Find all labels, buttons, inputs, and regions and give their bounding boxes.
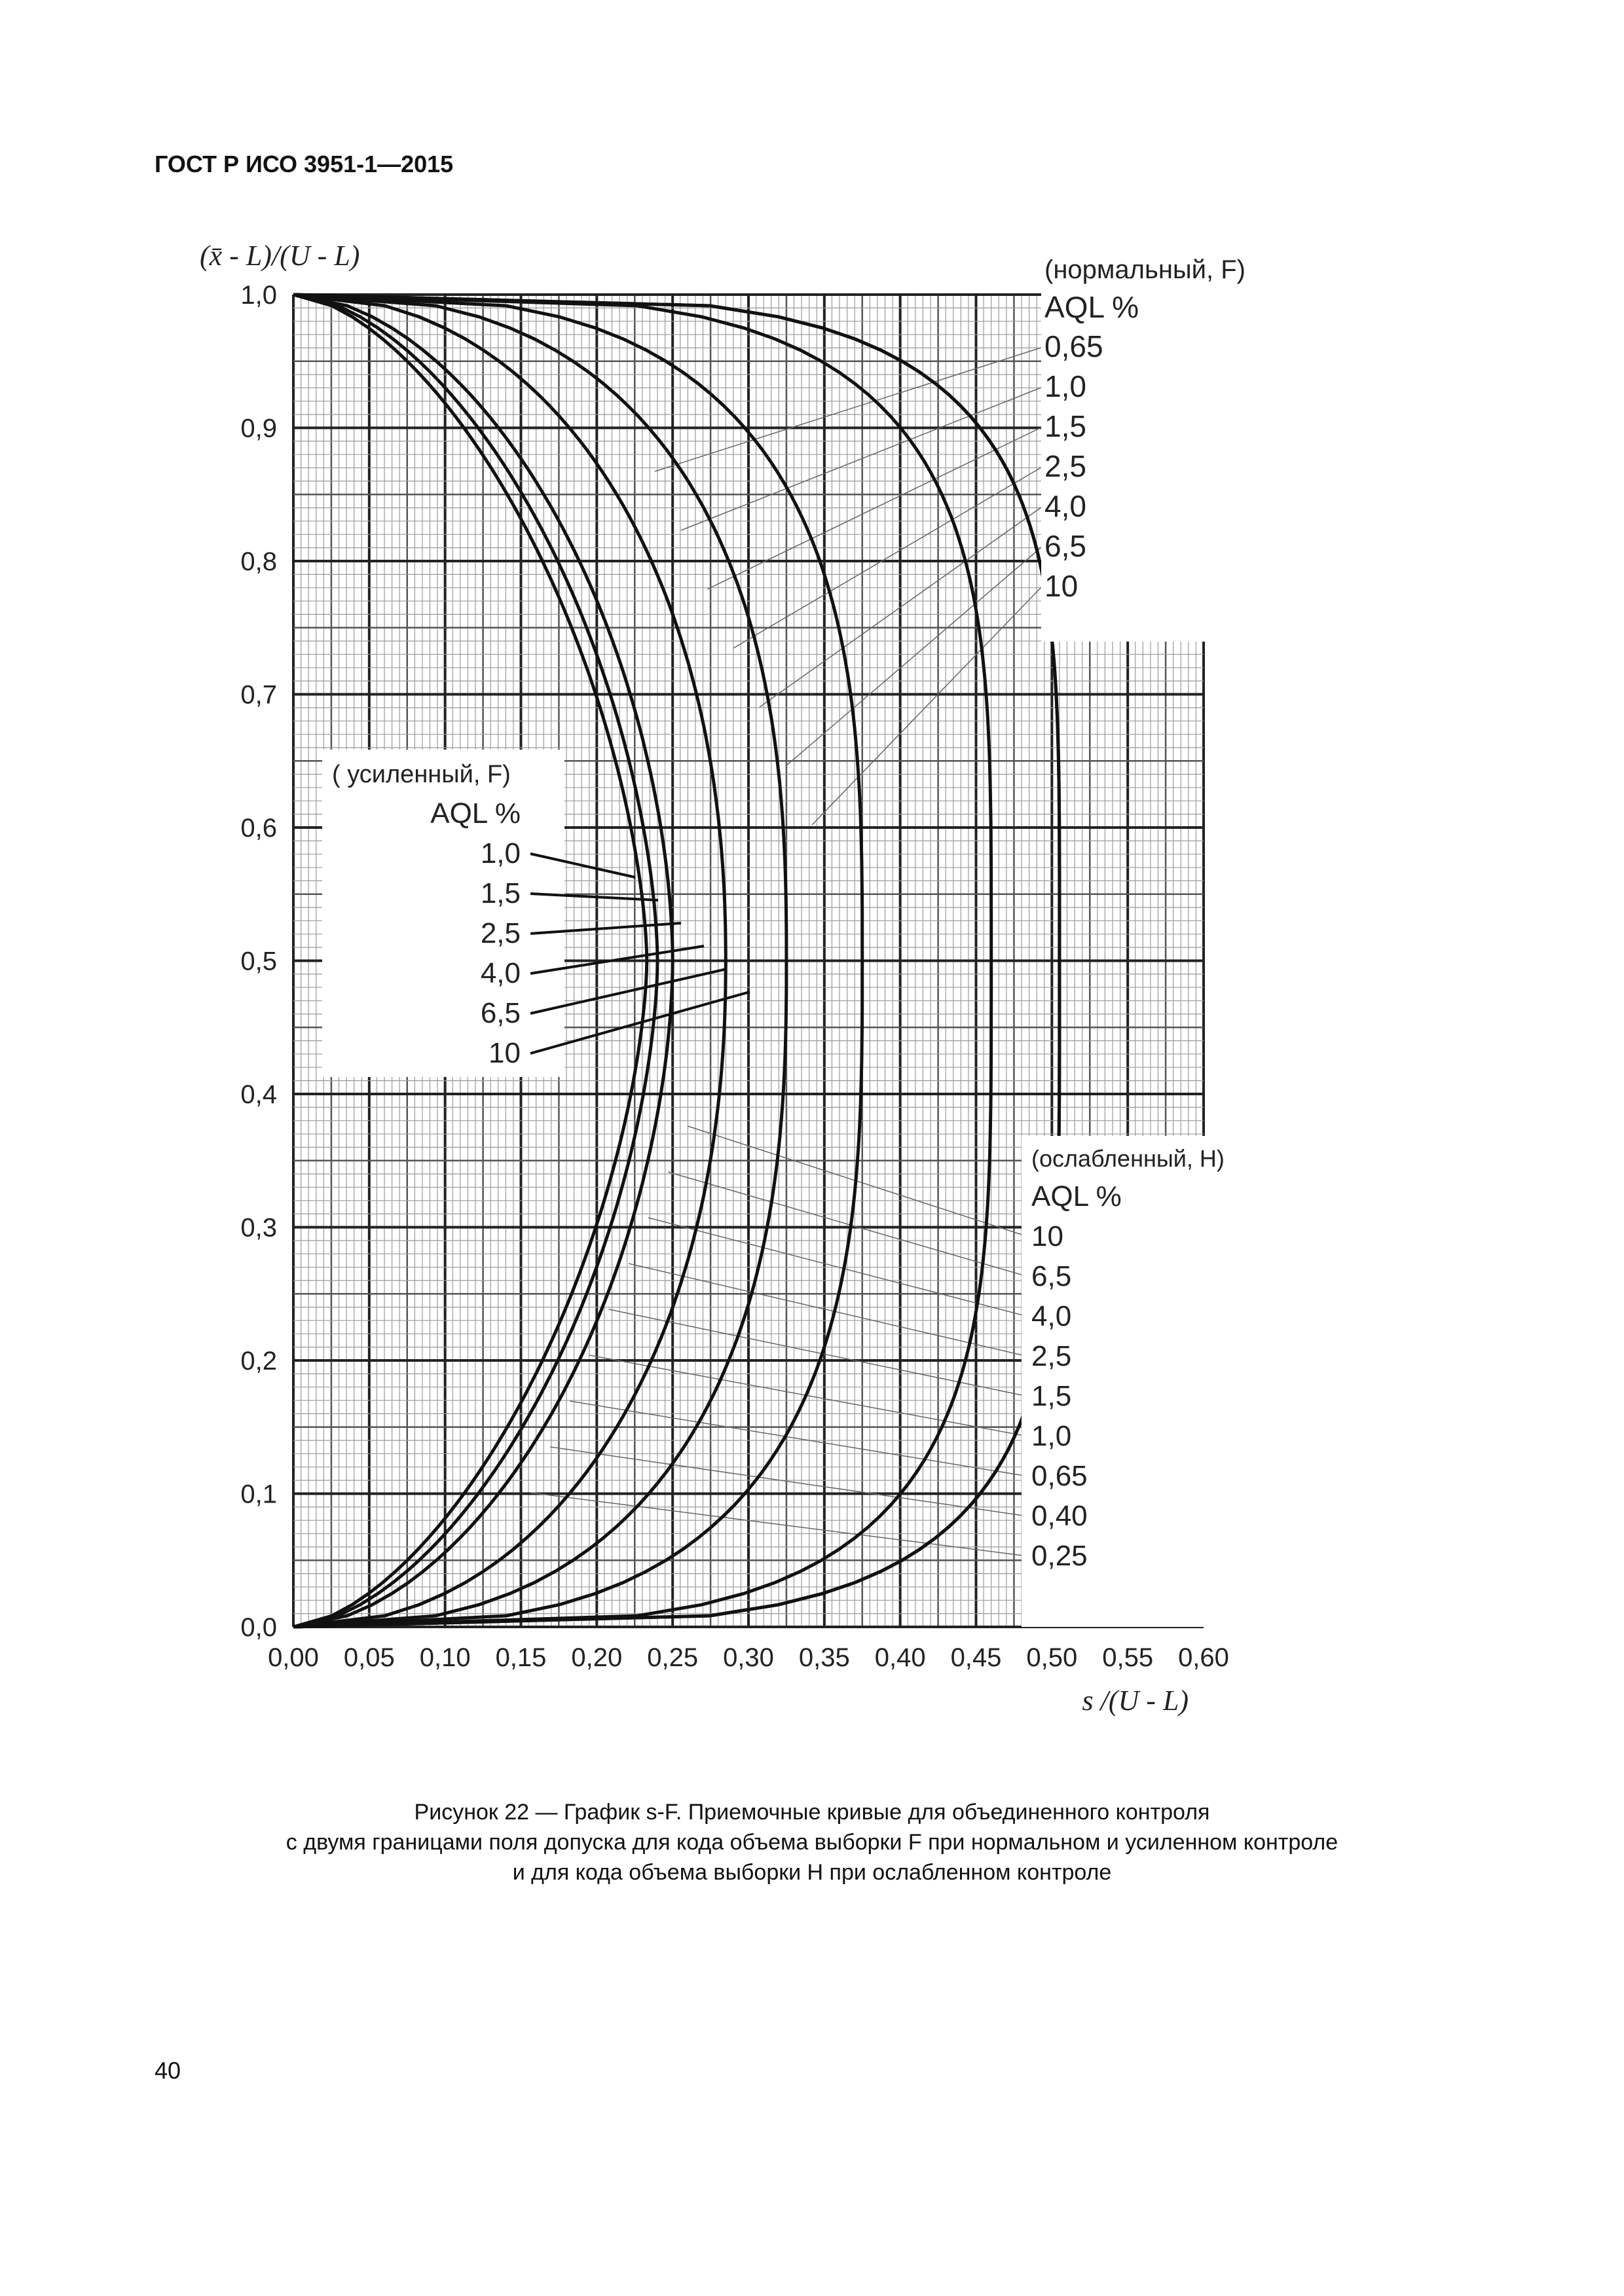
x-tick-label: 0,10 [419, 1643, 471, 1672]
legend-tightened-value: 1,0 [480, 837, 521, 869]
page-number: 40 [155, 2057, 181, 2084]
legend-tightened-value: 10 [489, 1037, 521, 1069]
y-tick-label: 0,9 [240, 414, 277, 443]
legend-normal-value: 1,5 [1044, 409, 1086, 443]
leader-line-reduced [550, 1447, 1028, 1516]
x-tick-label: 0,55 [1102, 1643, 1154, 1672]
x-tick-label: 0,40 [874, 1643, 926, 1672]
legend-tightened-subtitle: AQL % [430, 797, 521, 829]
legend-tightened-value: 4,0 [480, 957, 521, 989]
legend-tightened-value: 1,5 [480, 877, 521, 909]
legend-normal-title: (нормальный, F) [1044, 255, 1246, 284]
legends [322, 249, 1246, 1627]
legend-reduced-value: 1,0 [1031, 1420, 1072, 1452]
leader-line-normal [812, 587, 1041, 825]
legend-normal-value: 4,0 [1044, 489, 1086, 523]
y-tick-label: 0,3 [240, 1213, 277, 1243]
y-tick-label: 0,6 [240, 814, 277, 843]
caption-line: Рисунок 22 — График s-F. Приемочные кривые для объединенного контроля [414, 1800, 1210, 1825]
x-axis-title: s /(U - L) [1082, 1685, 1189, 1717]
x-tick-label: 0,30 [723, 1643, 774, 1672]
x-tick-label: 0,60 [1178, 1643, 1229, 1672]
figure-caption [0, 1797, 1624, 1887]
y-tick-label: 0,1 [240, 1480, 277, 1509]
x-tick-label: 0,00 [268, 1643, 319, 1672]
y-tick-label: 0,7 [240, 680, 277, 710]
legend-normal-value: 1,0 [1044, 369, 1086, 403]
legend-normal-value: 0,65 [1044, 329, 1103, 363]
x-tick-label: 0,20 [571, 1643, 623, 1672]
legend-normal-subtitle: AQL % [1044, 290, 1139, 324]
legend-normal-value: 10 [1044, 569, 1079, 603]
legend-reduced-value: 10 [1031, 1220, 1063, 1252]
leader-line-normal [681, 388, 1041, 530]
y-tick-label: 0,2 [240, 1347, 277, 1376]
x-tick-label: 0,50 [1026, 1643, 1078, 1672]
caption-line: и для кода объема выборки H при ослабленном контроле [512, 1860, 1112, 1885]
x-tick-label: 0,35 [798, 1643, 850, 1672]
x-tick-label: 0,15 [495, 1643, 547, 1672]
y-axis-title: (x̄ - L)/(U - L) [200, 240, 360, 272]
y-tick-label: 0,4 [240, 1080, 277, 1109]
legend-tightened-title: ( усиленный, F) [332, 761, 511, 788]
legend-reduced-value: 6,5 [1031, 1260, 1072, 1292]
y-tick-label: 0,5 [240, 947, 277, 976]
legend-reduced-value: 2,5 [1031, 1340, 1072, 1372]
x-tick-label: 0,25 [647, 1643, 699, 1672]
legend-normal-value: 2,5 [1044, 449, 1086, 483]
document-header: ГОСТ Р ИСО 3951-1—2015 [155, 151, 454, 177]
legend-tightened-value: 6,5 [480, 997, 521, 1029]
x-tick-label: 0,45 [950, 1643, 1002, 1672]
y-tick-label: 0,8 [240, 547, 277, 576]
legend-reduced-value: 1,5 [1031, 1380, 1072, 1412]
y-tick-label: 1,0 [240, 281, 277, 310]
legend-reduced-value: 0,25 [1031, 1540, 1088, 1572]
x-tick-label: 0,05 [343, 1643, 395, 1672]
legend-reduced-value: 4,0 [1031, 1300, 1072, 1332]
legend-reduced-title: (ослабленный, H) [1031, 1145, 1225, 1172]
legend-reduced-subtitle: AQL % [1031, 1180, 1122, 1212]
legend-normal-value: 6,5 [1044, 529, 1086, 563]
legend-tightened-value: 2,5 [480, 917, 521, 949]
caption-line: с двумя границами поля допуска для кода объема выборки F при нормальном и усиленном контроле [286, 1830, 1338, 1855]
legend-reduced-value: 0,40 [1031, 1500, 1088, 1532]
y-tick-label: 0,0 [240, 1613, 277, 1642]
legend-reduced-value: 0,65 [1031, 1460, 1088, 1492]
